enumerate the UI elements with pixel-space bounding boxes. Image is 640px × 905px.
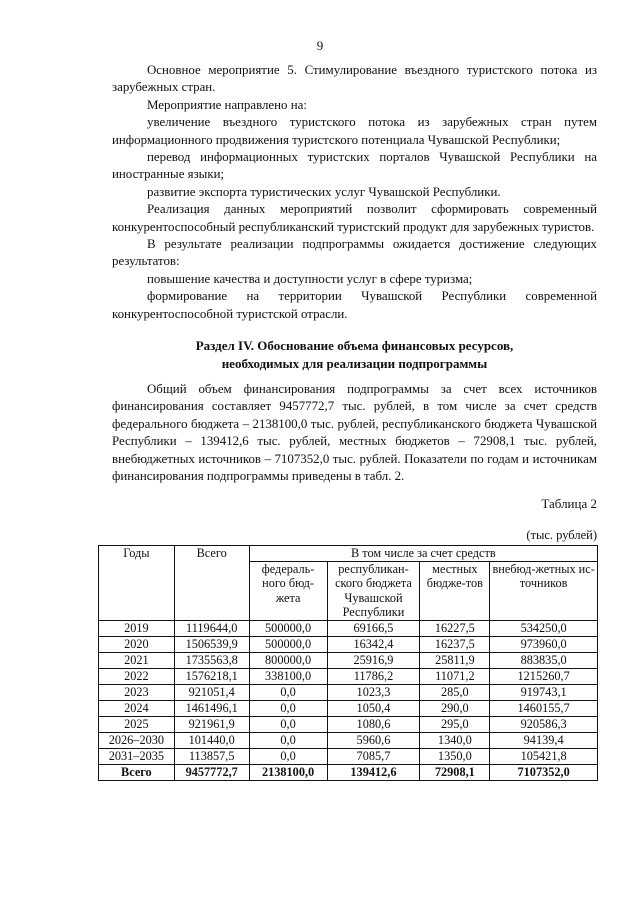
cell-local: 295,0 bbox=[420, 716, 490, 732]
cell-offbudget: 1215260,7 bbox=[490, 668, 598, 684]
cell-total: 9457772,7 bbox=[174, 764, 249, 780]
cell-year: 2023 bbox=[99, 684, 175, 700]
cell-republic: 25916,9 bbox=[327, 652, 420, 668]
cell-republic: 7085,7 bbox=[327, 748, 420, 764]
header-federal: федераль-ного бюд-жета bbox=[249, 561, 327, 620]
cell-republic: 139412,6 bbox=[327, 764, 420, 780]
paragraph: В результате реализации подпрограммы ожидается достижение следующих результатов: bbox=[112, 237, 597, 269]
cell-federal: 0,0 bbox=[249, 748, 327, 764]
cell-federal: 800000,0 bbox=[249, 652, 327, 668]
cell-year: 2019 bbox=[99, 620, 175, 636]
paragraph: Основное мероприятие 5. Стимулирование въездного туристского потока из зарубежных стран. bbox=[112, 63, 597, 95]
cell-total: 1119644,0 bbox=[174, 620, 249, 636]
cell-federal: 2138100,0 bbox=[249, 764, 327, 780]
header-total: Всего bbox=[174, 546, 249, 621]
section-title-line: Раздел IV. Обоснование объема финансовых ресурсов, bbox=[195, 338, 514, 353]
cell-year: 2026–2030 bbox=[99, 732, 175, 748]
cell-local: 1350,0 bbox=[420, 748, 490, 764]
cell-local: 290,0 bbox=[420, 700, 490, 716]
cell-local: 16237,5 bbox=[420, 636, 490, 652]
cell-total: 921961,9 bbox=[174, 716, 249, 732]
cell-federal: 500000,0 bbox=[249, 620, 327, 636]
cell-offbudget: 94139,4 bbox=[490, 732, 598, 748]
table-row bbox=[99, 700, 598, 716]
table-row bbox=[99, 668, 598, 684]
cell-year: 2020 bbox=[99, 636, 175, 652]
cell-year: 2031–2035 bbox=[99, 748, 175, 764]
cell-offbudget: 920586,3 bbox=[490, 716, 598, 732]
cell-offbudget: 919743,1 bbox=[490, 684, 598, 700]
cell-total: 921051,4 bbox=[174, 684, 249, 700]
paragraph: увеличение въездного туристского потока из зарубежных стран путем информационного продвижения туристского потенциала Чувашской Республики; bbox=[112, 115, 597, 147]
paragraph: перевод информационных туристских порталов Чувашской Республики на иностранные языки; bbox=[112, 150, 597, 182]
cell-federal: 0,0 bbox=[249, 684, 327, 700]
cell-local: 16227,5 bbox=[420, 620, 490, 636]
cell-republic: 1023,3 bbox=[327, 684, 420, 700]
table-row bbox=[99, 620, 598, 636]
paragraph: Мероприятие направлено на: bbox=[147, 97, 307, 112]
table-row bbox=[99, 684, 598, 700]
cell-total: 101440,0 bbox=[174, 732, 249, 748]
cell-republic: 69166,5 bbox=[327, 620, 420, 636]
paragraph: Реализация данных мероприятий позволит сформировать современный конкурентоспособный республиканский туристский продукт для зарубежных туристов. bbox=[112, 202, 597, 234]
table-caption: Таблица 2 bbox=[541, 496, 597, 511]
cell-republic: 16342,4 bbox=[327, 636, 420, 652]
paragraph: Общий объем финансирования подпрограммы за счет всех источников финансирования составляет 9457772,7 тыс. рублей, в том числе за счет средств федерального бюджета – 2138100,0 тыс. рублей, республиканского бюджета Чувашской Республики – 139412,6 тыс. рублей, местных бюджетов – 72908,1 тыс. рублей, внебюджетных источников – 7107352,0 тыс. рублей. Показатели по годам и источникам финансирования подпрограммы приведены в табл. 2. bbox=[112, 382, 597, 484]
header-republic: республикан-ского бюджета Чувашской Республики bbox=[327, 561, 420, 620]
cell-offbudget: 973960,0 bbox=[490, 636, 598, 652]
cell-republic: 1050,4 bbox=[327, 700, 420, 716]
header-offbudget: внебюд-жетных ис-точников bbox=[490, 561, 598, 620]
paragraph: повышение качества и доступности услуг в сфере туризма; bbox=[147, 271, 473, 286]
table-body bbox=[99, 620, 598, 780]
cell-total: 1506539,9 bbox=[174, 636, 249, 652]
financing-table bbox=[98, 545, 598, 781]
cell-year: Всего bbox=[99, 764, 175, 780]
cell-federal: 0,0 bbox=[249, 716, 327, 732]
cell-year: 2021 bbox=[99, 652, 175, 668]
cell-year: 2022 bbox=[99, 668, 175, 684]
cell-local: 72908,1 bbox=[420, 764, 490, 780]
cell-year: 2025 bbox=[99, 716, 175, 732]
body-text bbox=[112, 62, 597, 323]
cell-offbudget: 1460155,7 bbox=[490, 700, 598, 716]
cell-offbudget: 7107352,0 bbox=[490, 764, 598, 780]
table-total-row bbox=[99, 764, 598, 780]
header-group: В том числе за счет средств bbox=[249, 546, 597, 562]
paragraph: развитие экспорта туристических услуг Чувашской Республики. bbox=[147, 184, 501, 199]
financing-text bbox=[112, 381, 597, 485]
cell-total: 1576218,1 bbox=[174, 668, 249, 684]
page-number: 9 bbox=[316, 38, 324, 53]
cell-total: 113857,5 bbox=[174, 748, 249, 764]
cell-federal: 0,0 bbox=[249, 732, 327, 748]
table-row bbox=[99, 636, 598, 652]
cell-local: 1340,0 bbox=[420, 732, 490, 748]
header-years: Годы bbox=[99, 546, 175, 621]
cell-republic: 1080,6 bbox=[327, 716, 420, 732]
cell-year: 2024 bbox=[99, 700, 175, 716]
table-row bbox=[99, 652, 598, 668]
header-local: местных бюдже-тов bbox=[420, 561, 490, 620]
cell-offbudget: 534250,0 bbox=[490, 620, 598, 636]
paragraph: формирование на территории Чувашской Республики современной конкурентоспособной туристской отрасли. bbox=[112, 289, 597, 321]
cell-republic: 11786,2 bbox=[327, 668, 420, 684]
cell-offbudget: 105421,8 bbox=[490, 748, 598, 764]
cell-federal: 0,0 bbox=[249, 700, 327, 716]
table-row bbox=[99, 748, 598, 764]
cell-local: 11071,2 bbox=[420, 668, 490, 684]
cell-federal: 500000,0 bbox=[249, 636, 327, 652]
cell-republic: 5960,6 bbox=[327, 732, 420, 748]
cell-offbudget: 883835,0 bbox=[490, 652, 598, 668]
table-row bbox=[99, 732, 598, 748]
table-units: (тыс. рублей) bbox=[526, 528, 597, 542]
cell-total: 1735563,8 bbox=[174, 652, 249, 668]
cell-federal: 338100,0 bbox=[249, 668, 327, 684]
table-row bbox=[99, 716, 598, 732]
cell-local: 25811,9 bbox=[420, 652, 490, 668]
cell-local: 285,0 bbox=[420, 684, 490, 700]
cell-total: 1461496,1 bbox=[174, 700, 249, 716]
section-title bbox=[112, 337, 597, 372]
section-title-line: необходимых для реализации подпрограммы bbox=[221, 355, 488, 371]
